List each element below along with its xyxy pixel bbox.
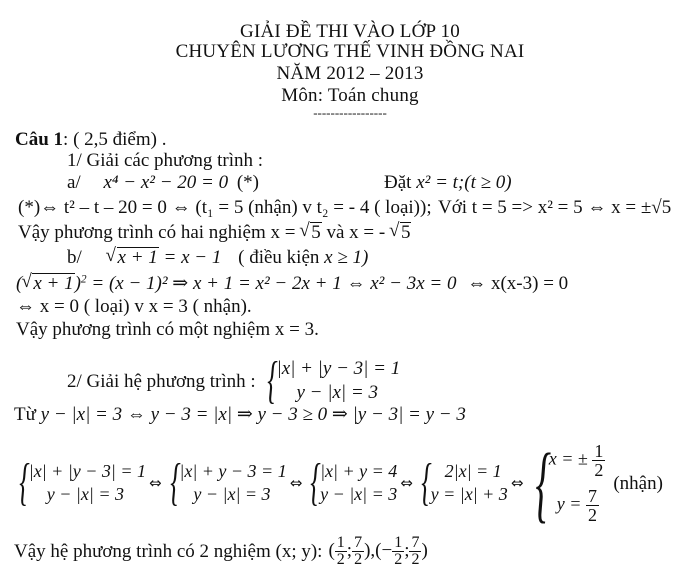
part-b-step1-tail: ⇔ x(x-3) = 0 xyxy=(467,273,569,294)
fraction-seven-half: $\frac{7}{2}$ xyxy=(587,486,597,525)
derivation-expr: y − |x| = 3 ⇔ y − 3 = |x| ⇒ y − 3 ≥ 0 ⇒ |y − 3| = y − 3 xyxy=(40,404,466,425)
system-row: y − |x| = 3 xyxy=(193,484,271,504)
system-step-1: { |x| + |y − 3| = 1 y − |x| = 3 xyxy=(19,454,147,511)
part-a-equation: x⁴ − x² − 20 = 0 xyxy=(103,172,229,193)
system-row: 2|x| = 1 xyxy=(444,461,502,482)
system-chain xyxy=(14,435,663,531)
part-a-line xyxy=(67,173,259,192)
conclusion-text: Vậy phương trình có hai nghiệm x = xyxy=(18,222,301,243)
part-a-label: a/ xyxy=(67,172,81,193)
system-step-3: { |x| + y = 4 y − |x| = 3 xyxy=(310,454,398,511)
conclusion-text: Vậy hệ phương trình có 2 nghiệm (x; y): xyxy=(14,541,323,562)
part2-line xyxy=(67,352,401,409)
sqrt-5-neg: √ 5 xyxy=(390,222,412,243)
title-separator: ----------------- xyxy=(313,105,387,120)
system-solution: { x = ± $\frac{1}{2}$ y = $\frac{7}{2}$ xyxy=(535,435,604,531)
system-row2: y − |x| = 3 xyxy=(296,382,378,403)
iff-symbol: ⇔ xyxy=(510,473,524,492)
system-step-4: { 2|x| = 1 y = |x| + 3 xyxy=(421,454,508,511)
part-a-step2: Với t = 5 => x² = 5 ⇔ x = ±√5 xyxy=(438,197,672,218)
substitution-label: Đặt xyxy=(384,172,412,193)
doc-subject: Môn: Toán chung xyxy=(281,85,419,106)
part-b-step1-expr: = (x − 1)² ⇒ x + 1 = x² − 2x + 1 ⇔ x² − 3x = 0 xyxy=(91,273,457,294)
solution-x-lhs: x = ± xyxy=(548,448,588,469)
iff-symbol: ⇔ xyxy=(149,473,162,492)
part-b-conclusion: Vậy phương trình có một nghiệm x = 3. xyxy=(16,319,319,340)
iff-symbol: ⇔ xyxy=(400,473,413,492)
derivation-line xyxy=(14,405,466,424)
solution-y-lhs: y = xyxy=(556,493,582,514)
accepted-label: (nhận) xyxy=(613,472,663,494)
substitution xyxy=(384,173,512,192)
question-label: Câu 1 xyxy=(15,129,64,150)
sqrt-x-plus-1: √ x + 1 xyxy=(107,247,159,268)
final-conclusion xyxy=(14,535,428,568)
doc-title-year: NĂM 2012 – 2013 xyxy=(276,63,424,84)
part-b-rhs: = x − 1 xyxy=(163,247,222,268)
part-a-star: (*) xyxy=(236,172,260,193)
part-a-conclusion xyxy=(18,222,411,243)
system-row: y = |x| + 3 xyxy=(430,484,508,504)
part-b-step2: ⇔ x = 0 ( loại) v x = 3 ( nhận). xyxy=(16,296,252,317)
system-row: y − |x| = 3 xyxy=(320,484,398,504)
part-b-condition-expr: x ≥ 1) xyxy=(324,247,369,268)
solution-pairs: ( $\frac{1}{2}$ ; $\frac{7}{2}$ ),(− $\frac{1}{2}$ ; $\frac{7}{2}$ ) xyxy=(328,534,428,568)
system-row: |x| + |y − 3| = 1 xyxy=(28,461,147,482)
solution-y xyxy=(549,487,606,524)
part2-title: 2/ Giải hệ phương trình : xyxy=(67,370,256,392)
part-b-step1: ( √ x + 1)$^2$ = (x − 1)² ⇒ x + 1 = x² − 2x + 1 ⇔ x² − 3x = 0 ⇔ x(x-3) = 0 xyxy=(16,273,568,294)
sqrt-x-plus-1-sq: √ x + 1 xyxy=(22,273,74,294)
derivation-label: Từ xyxy=(14,404,36,425)
part-b-label: b/ xyxy=(67,247,82,268)
solution-x xyxy=(549,442,606,479)
left-brace: { xyxy=(266,352,278,409)
question-points: : ( 2,5 điểm) . xyxy=(63,129,167,150)
sqrt-5: √ 5 xyxy=(300,222,322,243)
system-row: |x| + y − 3 = 1 xyxy=(179,461,287,482)
question-heading xyxy=(15,130,166,149)
equation-system xyxy=(262,352,401,409)
part-a-step: (*)⇔ t² – t – 20 = 0 ⇔ (t₁ = 5 (nhận) v t₂ = - 4 ( loại)); xyxy=(18,197,432,218)
fraction-one-half: $\frac{1}{2}$ xyxy=(594,441,604,480)
iff-symbol: ⇔ xyxy=(289,473,303,492)
system-row1: |x| + |y − 3| = 1 xyxy=(276,358,401,380)
part-b-condition: ( điều kiện xyxy=(238,247,320,268)
doc-title-line2: CHUYÊN LƯƠNG THẾ VINH ĐỒNG NAI xyxy=(175,41,525,62)
system-row: |x| + y = 4 xyxy=(320,461,398,482)
conclusion-and: và x = - xyxy=(321,222,390,243)
system-step-2: { |x| + y − 3 = 1 y − |x| = 3 xyxy=(169,454,287,511)
substitution-expr: x² = t;(t ≥ 0) xyxy=(416,172,512,193)
part1-title: 1/ Giải các phương trình : xyxy=(67,150,264,171)
system-row: y − |x| = 3 xyxy=(46,484,124,504)
part-b-line xyxy=(67,247,368,268)
doc-title-line1: GIẢI ĐỀ THI VÀO LỚP 10 xyxy=(240,21,460,42)
